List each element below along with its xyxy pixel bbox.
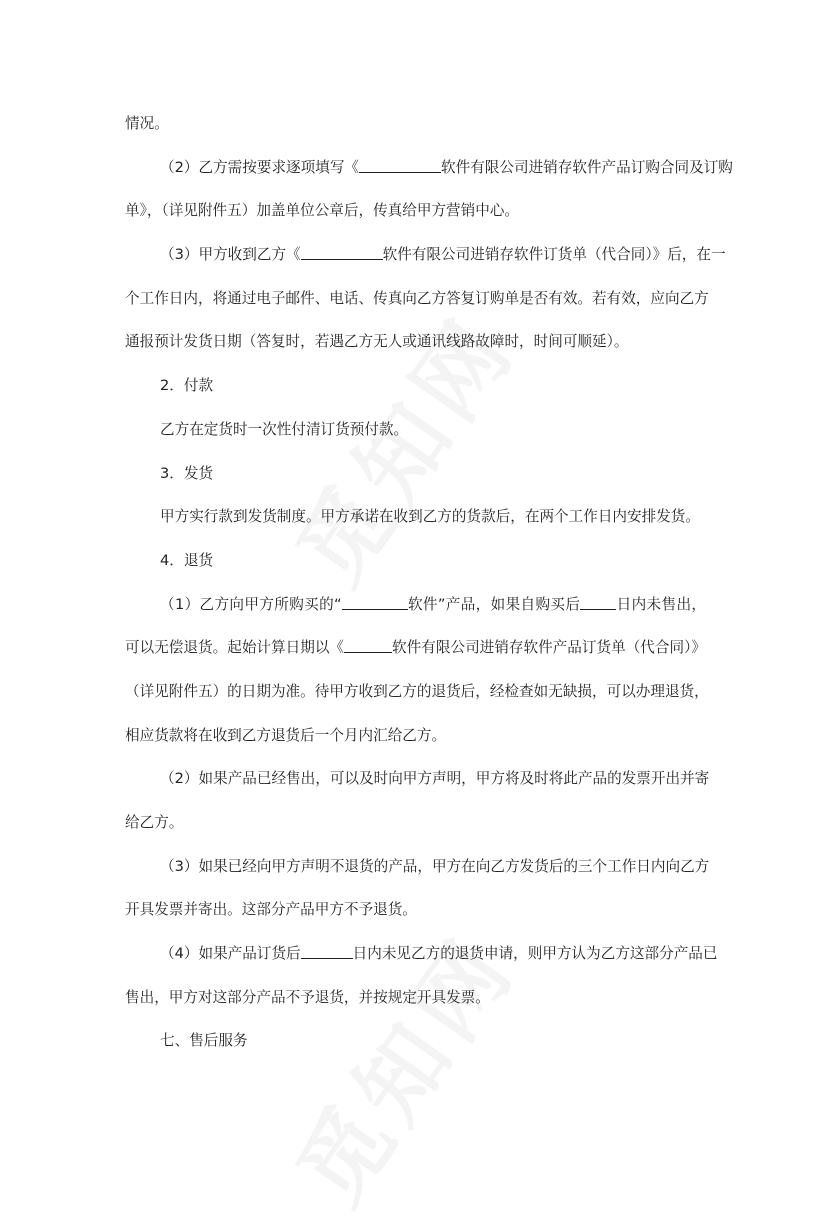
section-heading: 4．退货	[160, 551, 214, 569]
text: 软件有限公司进销存软件订货单（代合同）》后，在一	[382, 246, 726, 264]
paragraph-line: 个工作日内，将通过电子邮件、电话、传真向乙方答复订购单是否有效。若有效，应向乙方	[125, 289, 709, 307]
paragraph-line: 乙方在定货时一次性付清订货预付款。	[160, 420, 409, 438]
paragraph-line: 售出，甲方对这部分产品不予退货，并按规定开具发票。	[125, 988, 490, 1006]
document-body	[125, 102, 733, 1063]
text: 可以无偿退货。起始计算日期以《	[125, 639, 345, 657]
paragraph-line	[125, 146, 733, 190]
fill-blank	[342, 595, 408, 610]
text: 软件”产品，如果自购买后	[407, 595, 581, 613]
fill-blank	[580, 595, 616, 610]
paragraph-line: 单》，（详见附件五）加盖单位公章后，传真给甲方营销中心。	[125, 202, 520, 220]
text: （3）甲方收到乙方《	[160, 246, 301, 264]
paragraph-line	[125, 626, 706, 670]
fill-blank	[359, 158, 441, 173]
fill-blank	[301, 245, 383, 260]
text: （2）乙方需按要求逐项填写《	[160, 158, 360, 176]
paragraph-line: （详见附件五）的日期为准。待甲方收到乙方的退货后，经检查如无缺损，可以办理退货，	[125, 682, 709, 700]
paragraph-line: （3）如果已经向甲方声明不退货的产品，甲方在向乙方发货后的三个工作日内向乙方	[160, 857, 710, 875]
text: （1）乙方向甲方所购买的“	[160, 595, 342, 613]
paragraph-line: 给乙方。	[125, 814, 184, 831]
paragraph-line: 开具发票并寄出。这部分产品甲方不予退货。	[125, 901, 417, 919]
text: 日内未售出，	[616, 595, 706, 613]
paragraph-line: 情况。	[125, 115, 169, 132]
text: 软件有限公司进销存软件产品订购合同及订购	[441, 158, 733, 176]
fill-blank	[344, 638, 392, 653]
section-heading: 2．付款	[160, 377, 214, 395]
fill-blank	[301, 944, 353, 959]
paragraph-line: （2）如果产品已经售出，可以及时向甲方声明，甲方将及时将此产品的发票开出并寄	[160, 770, 710, 788]
paragraph-line	[125, 932, 718, 976]
text: 软件有限公司进销存软件产品订货单（代合同）》	[392, 639, 706, 657]
paragraph-line: 通报预计发货日期（答复时，若遇乙方无人或通讯线路故障时，时间可顺延）。	[125, 333, 629, 351]
text: （4）如果产品订货后	[160, 945, 301, 963]
section-heading: 3．发货	[160, 464, 214, 482]
text: 日内未见乙方的退货申请，则甲方认为乙方这部分产品已	[352, 945, 718, 963]
paragraph-line	[125, 233, 726, 277]
section-heading: 七、售后服务	[160, 1032, 248, 1050]
paragraph-line: 甲方实行款到发货制度。甲方承诺在收到乙方的货款后，在两个工作日内安排发货。	[160, 508, 700, 526]
paragraph-line	[125, 583, 706, 627]
paragraph-line: 相应货款将在收到乙方退货后一个月内汇给乙方。	[125, 726, 447, 744]
